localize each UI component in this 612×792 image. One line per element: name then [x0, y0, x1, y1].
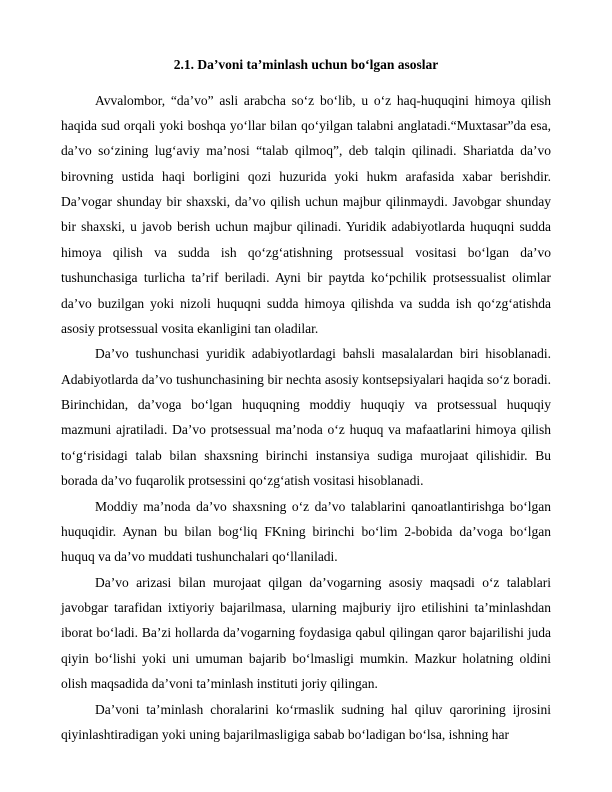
paragraph-4: Da’vo arizasi bilan murojaat qilgan da’vogarning asosiy maqsadi o‘z talablari javobgar tarafidan ixtiyoriy bajarilmasa, ularning majburiy ijro etilishini ta’minlashdan iborat bo‘ladi. Ba’zi hollarda da’vogarning foydasiga qabul qilingan qaror bajarilishi juda qiyin bo‘lishi yoki uni umuman bajarib bo‘lmasligi mumkin. Mazkur holatning oldini olish maqsadida da’voni ta’minlash instituti joriy qilingan.	[61, 574, 551, 692]
paragraph-5: Da’voni ta’minlash choralarini ko‘rmaslik sudning hal qiluv qarorining ijrosini qiyinlashtiradigan yoki uning bajarilmasligiga sabab bo‘ladigan bo‘lsa, ishning har	[61, 701, 551, 742]
page-title: 2.1. Da’voni ta’minlash uchun bo‘lgan asoslar	[173, 57, 439, 72]
paragraph-3: Moddiy ma’noda da’vo shaxsning o‘z da’vo talablarini qanoatlantirishga bo‘lgan huquqidir. Aynan bu bilan bog‘liq FKning birinchi bo‘lim 2-bobida da’voga bo‘lgan huquq va da’vo muddati tushunchalari qo‘llaniladi.	[61, 498, 551, 565]
paragraph-1: Avvalombor, “da’vo” asli arabcha so‘z bo‘lib, u o‘z haq-huquqini himoya qilish haqida sud orqali yoki boshqa yo‘llar bilan qo‘yilgan talabni anglatadi.“Muxtasar”da esa, da’vo so‘zining lug‘aviy ma’nosi “talab qilmoq”, deb talqin qilinadi. Shariatda da’vo birovning ustida haqi borligini qozi huzurida yoki hukm arafasida xabar berishdir. Da’vogar shunday bir shaxski, da’vo qilish uchun majbur qilinmaydi. Javobgar shunday bir shaxski, u javob berish uchun majbur qilinadi. Yuridik adabiyotlarda huquqni sudda himoya qilish va sudda ish qo‘zg‘atishning protsessual vositasi bo‘lgan da’vo tushunchasiga turlicha ta’rif beriladi. Ayni bir paytda ko‘pchilik protsessualist olimlar da’vo buzilgan yoki nizoli huquqni sudda himoya qilishda va sudda ish qo‘zg‘atishda asosiy protsessual vosita ekanligini tan oladilar.	[61, 92, 551, 336]
paragraph-2: Da’vo tushunchasi yuridik adabiyotlardagi bahsli masalalardan biri hisoblanadi. Adabiyotlarda da’vo tushunchasining bir nechta asosiy kontsepsiyalari haqida so‘z boradi. Birinchidan, da’voga bo‘lgan huquqning moddiy huquqiy va protsessual huquqiy mazmuni ajratiladi. Da’vo protsessual ma’noda o‘z huquq va mafaatlarini himoya qilish to‘g‘risidagi talab bilan shaxsning birinchi instansiya sudiga murojaat qilishidir. Bu borada da’vo fuqarolik protsessini qo‘zg‘atish vositasi hisoblanadi.	[61, 346, 551, 489]
